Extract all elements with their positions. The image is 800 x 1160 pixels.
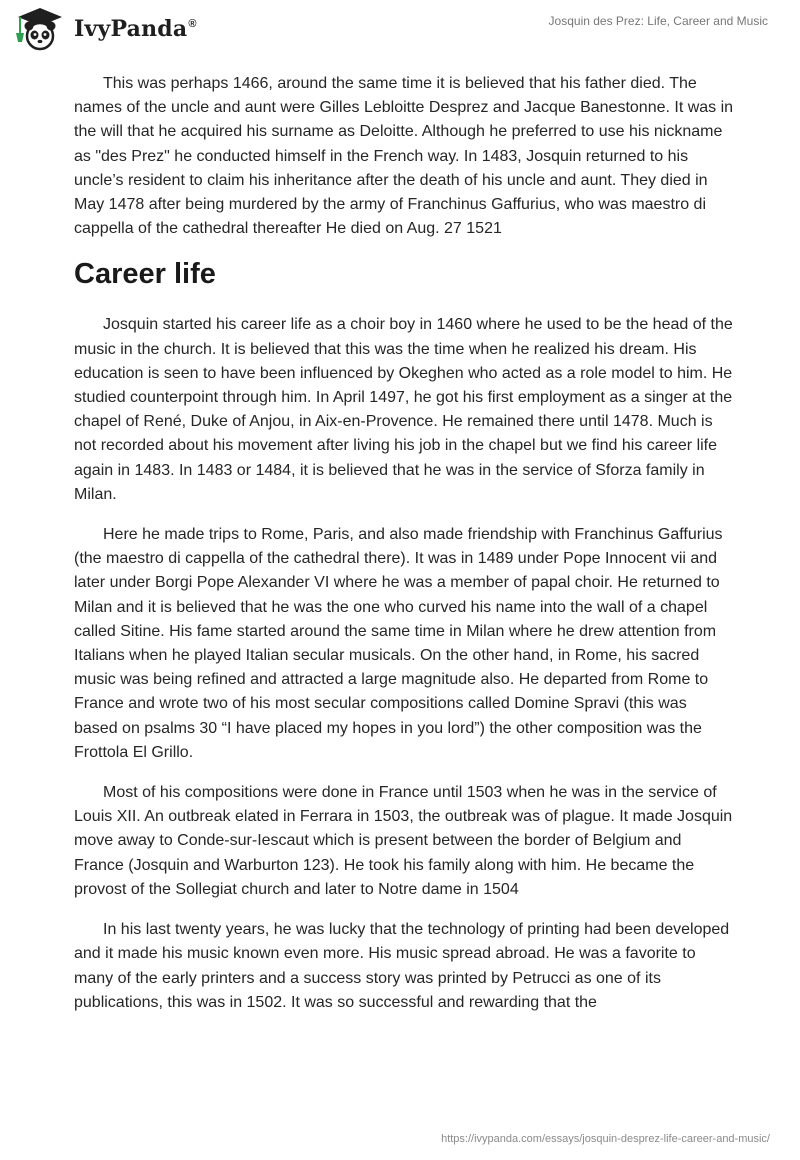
registered-mark: ®	[188, 18, 197, 30]
intro-paragraph: This was perhaps 1466, around the same time it is believed that his father died. The names of the uncle and aunt were Gilles Lebloitte Desprez and Jacque Banestonne. It was in the will that he acquired his surname as Deloitte. Although he preferred to use his nickname as "des Prez" he conducted himself in the French way. In 1483, Josquin returned to his uncle’s resident to claim his inheritance after the death of his uncle and aunt. They died in May 1478 after being murdered by the army of Franchinus Gaffurius, who was maestro di cappella of the cathedral thereafter He died on Aug. 27 1521	[74, 75, 734, 238]
body-paragraph: Josquin started his career life as a choir boy in 1460 where he used to be the head of the music in the church. It is believed that this was the time when he realized his dream. His education is seen to have been influenced by Okeghen who acted as a role model to him. He studied counterpoint through him. In April 1497, he got his first employment as a singer at the chapel of René, Duke of Anjou, in Aix-en-Provence. He remained there until 1478. Much is not recorded about his movement after living his job in the chapel but we find his career life again in 1483. In 1483 or 1484, it is believed that he was in the service of Sforza family in Milan.	[74, 316, 733, 503]
body-paragraph: Here he made trips to Rome, Paris, and also made friendship with Franchinus Gaffurius (the maestro di cappella of the cathedral there). It was in 1489 under Pope Innocent vii and later under Borgi Pope Alexander VI where he was a member of papal choir. He returned to Milan and it is believed that he was the one who curved his name into the wall of a chapel called Sitine. His fame started around the same time in Milan where he drew attention from Italians when he played Italian secular musicals. On the other hand, in Rome, his sacred music was being refined and attracted a large magnitude also. He departed from Rome to France and wrote two of his most secular compositions called Domine Spravi (this was based on psalms 30 “I have placed my hopes in you lord”) the other composition was the Frottola El Grillo.	[74, 526, 723, 761]
document-title: Josquin des Prez: Life, Career and Music	[548, 14, 768, 28]
section-heading: Career life	[74, 258, 216, 291]
logo-wordmark: IvyPanda®	[74, 16, 197, 42]
panda-graduate-icon	[14, 6, 66, 52]
ivypanda-logo[interactable]	[14, 6, 197, 52]
body-paragraph: In his last twenty years, he was lucky that the technology of printing had been developed and it made his music known even more. His music spread abroad. He was a favorite to many of the early printers and a success story was printed by Petrucci as one of its publications, this was in 1502. It was so successful and rewarding that the	[74, 921, 730, 1011]
essay-body	[74, 72, 734, 1031]
body-paragraph: Most of his compositions were done in France until 1503 when he was in the service of Louis XII. An outbreak elated in Ferrara in 1503, the outbreak was of plague. It made Josquin move away to Conde-sur-Iescaut which is present between the border of Belgium and France (Josquin and Warburton 123). He took his family along with him. He became the provost of the Sollegiat church and later to Notre dame in 1504	[74, 784, 733, 898]
page-header	[0, 0, 800, 60]
source-url[interactable]: https://ivypanda.com/essays/josquin-desprez-life-career-and-music/	[441, 1133, 770, 1145]
